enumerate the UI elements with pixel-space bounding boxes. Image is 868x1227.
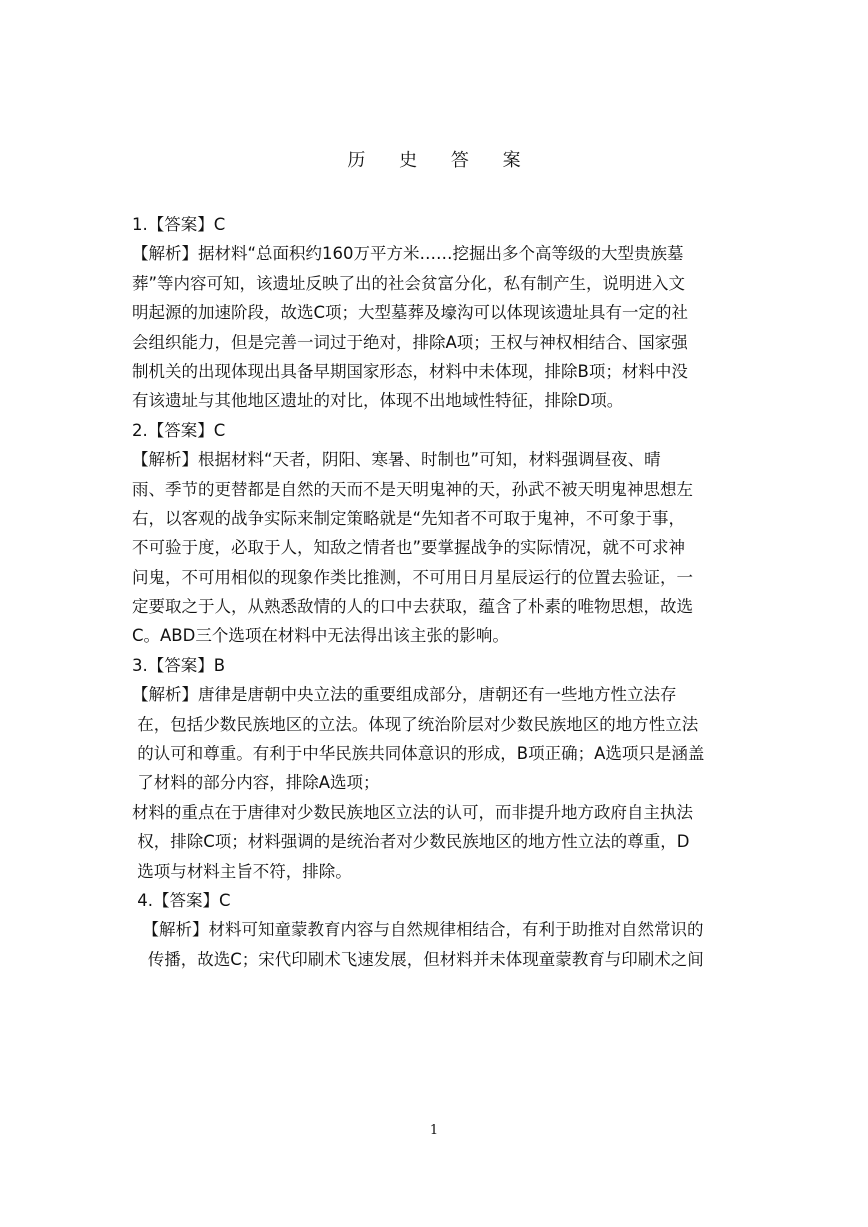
analysis-line: 了材料的部分内容，排除A选项； <box>132 773 380 793</box>
answer-line: 4.【答案】C <box>132 890 231 910</box>
page-number: 1 <box>429 1123 439 1138</box>
analysis-line: 材料的重点在于唐律对少数民族地区立法的认可，而非提升地方政府自主执法 <box>132 802 693 822</box>
analysis-line: 选项与材料主旨不符，排除。 <box>132 861 352 881</box>
analysis-line: 在，包括少数民族地区的立法。体现了统治阶层对少数民族地区的地方性立法 <box>132 714 699 734</box>
answer-content <box>132 210 742 974</box>
analysis-line: 雨、季节的更替都是自然的天而不是天明鬼神的天，孙武不被天明鬼神思想左 <box>132 479 693 499</box>
analysis-line: 【解析】材料可知童蒙教育内容与自然规律相结合，有利于助推对自然常识的 <box>132 920 704 940</box>
analysis-line: 有该遗址与其他地区遗址的对比，体现不出地域性特征，排除D项。 <box>132 391 624 411</box>
question-block <box>132 416 742 651</box>
analysis-line: 【解析】唐律是唐朝中央立法的重要组成部分，唐朝还有一些地方性立法存 <box>132 685 677 705</box>
analysis-line: C。ABD三个选项在材料中无法得出该主张的影响。 <box>132 626 509 646</box>
page-title: 历 史 答 案 <box>347 150 535 171</box>
analysis-line: 【解析】根据材料“天者，阴阳、寒暑、时制也”可知，材料强调昼夜、晴 <box>132 450 661 470</box>
answer-line: 2.【答案】C <box>132 420 226 440</box>
analysis-line: 不可验于度，必取于人，知敌之情者也”要掌握战争的实际情况，就不可求神 <box>132 538 686 558</box>
question-block <box>132 886 742 974</box>
analysis-line: 【解析】据材料“总面积约160万平方米……挖掘出多个高等级的大型贵族墓 <box>132 244 684 264</box>
answer-line: 3.【答案】B <box>132 655 226 675</box>
analysis-line: 传播，故选C；宋代印刷术飞速发展，但材料并未体现童蒙教育与印刷术之间 <box>132 949 704 969</box>
analysis-line: 问鬼，不可用相似的现象作类比推测，不可用日月星辰运行的位置去验证，一 <box>132 567 693 587</box>
analysis-line: 葬”等内容可知，该遗址反映了出的社会贫富分化，私有制产生，说明进入文 <box>132 273 686 293</box>
question-block <box>132 210 742 416</box>
analysis-line: 权，排除C项；材料强调的是统治者对少数民族地区的地方性立法的尊重，D <box>132 832 690 852</box>
analysis-line: 的认可和尊重。有利于中华民族共同体意识的形成，B项正确；A选项只是涵盖 <box>132 744 705 764</box>
analysis-line: 制机关的出现体现出具备早期国家形态，材料中未体现，排除B项；材料中没 <box>132 361 688 381</box>
answer-line: 1.【答案】C <box>132 215 226 234</box>
analysis-line: 右，以客观的战争实际来制定策略就是“先知者不可取于鬼神，不可象于事， <box>132 508 686 528</box>
analysis-line: 定要取之于人，从熟悉敌情的人的口中去获取，蕴含了朴素的唯物思想，故选 <box>132 597 693 617</box>
question-block <box>132 651 742 886</box>
analysis-line: 会组织能力，但是完善一词过于绝对，排除A项；王权与神权相结合、国家强 <box>132 332 688 352</box>
analysis-line: 明起源的加速阶段，故选C项；大型墓葬及壕沟可以体现该遗址具有一定的社 <box>132 303 689 323</box>
